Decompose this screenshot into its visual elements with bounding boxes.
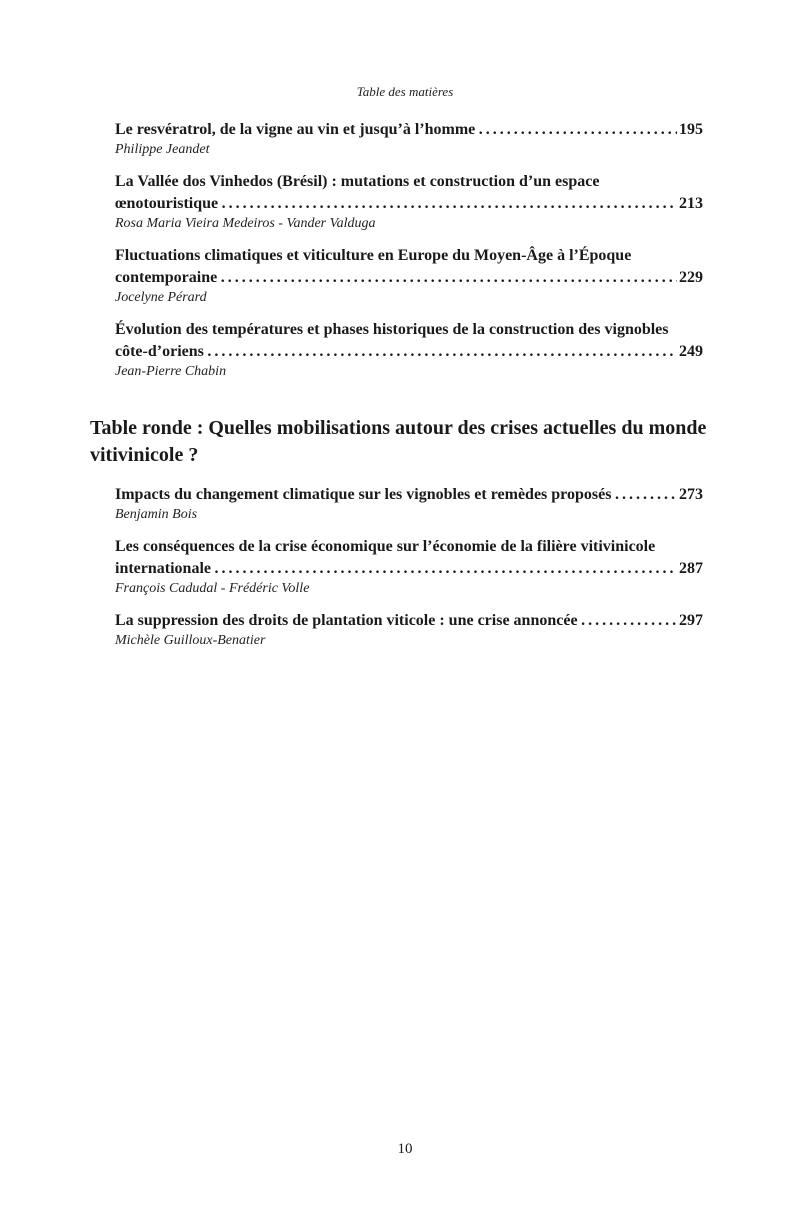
section-title[interactable]: Table ronde : Quelles mobilisations autour des crises actuelles du monde vitivinicole ?: [90, 417, 707, 466]
toc-entry-author: Michèle Guilloux-Benatier: [115, 633, 266, 648]
toc-entry-title-line[interactable]: Les conséquences de la crise économique sur l’économie de la filière vitivinicole: [115, 538, 656, 555]
toc-entry-title-line[interactable]: contemporaine . . .: [115, 267, 677, 289]
toc-entry-page-number[interactable]: 287: [679, 560, 703, 577]
toc-entry-page-number[interactable]: 195: [679, 121, 703, 138]
toc-entry-author: Rosa Maria Vieira Medeiros - Vander Valduga: [115, 216, 376, 231]
toc-entry[interactable]: [115, 119, 703, 159]
toc-entry-title-line[interactable]: œnotouristique . . .: [115, 193, 677, 215]
toc-entry-title-line[interactable]: Fluctuations climatiques et viticulture en Europe du Moyen-Âge à l’Époque: [115, 247, 632, 264]
toc-entry-title[interactable]: [115, 536, 703, 580]
toc-entry-title-line[interactable]: internationale . . .: [115, 558, 677, 580]
toc-entry-title-line[interactable]: Évolution des températures et phases historiques de la construction des vignobles: [115, 321, 669, 338]
toc-entry-author: Jean-Pierre Chabin: [115, 364, 227, 379]
running-head: Table des matières: [356, 84, 454, 99]
toc-entry-title-line[interactable]: Impacts du changement climatique sur les vignobles et remèdes proposés . . .: [115, 484, 677, 506]
toc-entry-title[interactable]: [115, 119, 703, 141]
toc-entry-page-number[interactable]: 297: [679, 612, 703, 629]
toc-entry[interactable]: [115, 536, 703, 598]
toc-entry-title[interactable]: [115, 484, 703, 506]
toc-entry-title[interactable]: [115, 319, 715, 363]
toc-entry-title-line[interactable]: La suppression des droits de plantation viticole : une crise annoncée . . .: [115, 610, 677, 632]
toc-entry[interactable]: [115, 171, 703, 233]
toc-entry[interactable]: [115, 610, 703, 650]
page-number: 10: [397, 1141, 413, 1157]
toc-entry[interactable]: [115, 245, 703, 307]
toc-entry-author: Benjamin Bois: [115, 507, 198, 522]
toc-entry-author: Jocelyne Pérard: [115, 290, 207, 305]
toc-entry[interactable]: [115, 484, 703, 524]
toc-entry-author: François Cadudal - Frédéric Volle: [115, 581, 310, 596]
toc-entry-title[interactable]: [115, 245, 703, 289]
toc-entry-author: Philippe Jeandet: [115, 142, 210, 157]
toc-entry-title-line[interactable]: La Vallée dos Vinhedos (Brésil) : mutations et construction d’un espace: [115, 173, 600, 190]
toc-entry-title-line[interactable]: côte-d’oriens . . .: [115, 341, 677, 363]
toc-entry[interactable]: [115, 319, 715, 381]
toc-entry-title[interactable]: [115, 171, 703, 215]
toc-entry-title-line[interactable]: Le resvératrol, de la vigne au vin et jusqu’à l’homme . . .: [115, 119, 677, 141]
toc-entry-page-number[interactable]: 213: [679, 195, 703, 212]
toc-entry-page-number[interactable]: 249: [679, 343, 703, 360]
toc-entry-title[interactable]: [115, 610, 703, 632]
toc-entry-page-number[interactable]: 229: [679, 269, 703, 286]
toc-entry-page-number[interactable]: 273: [679, 486, 703, 503]
